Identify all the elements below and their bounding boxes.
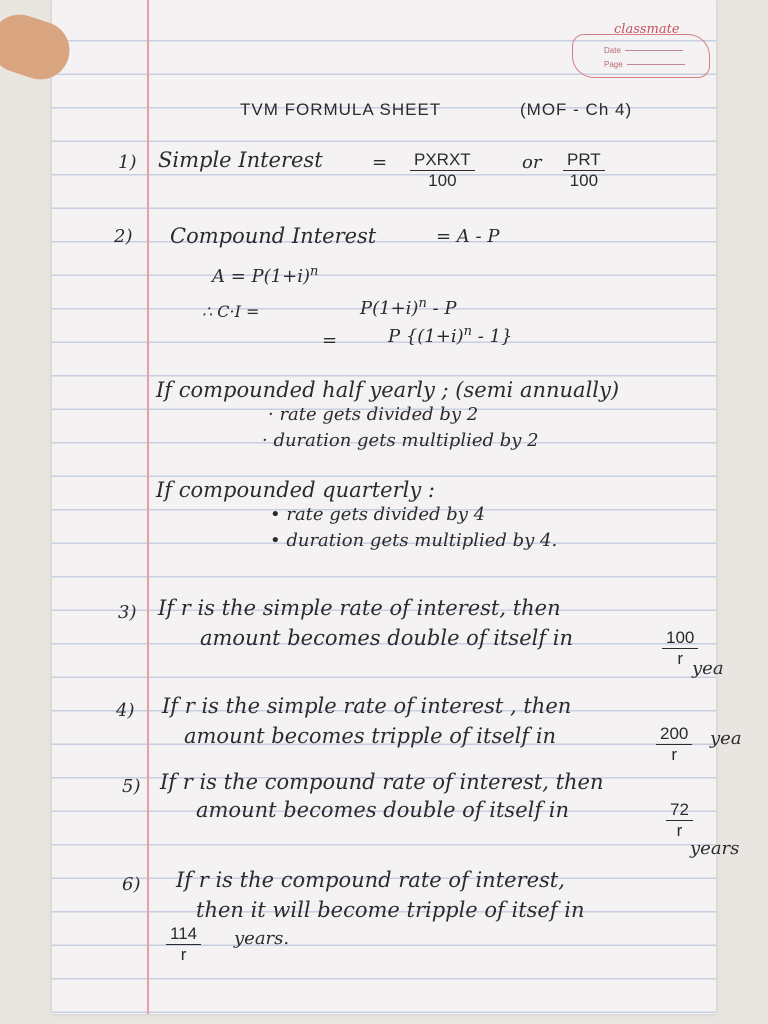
half-yearly-heading: If compounded half yearly ; (semi annually) xyxy=(156,378,620,402)
rule-unit: years. xyxy=(234,928,290,949)
fraction-denominator: 100 xyxy=(428,171,457,190)
compound-interest-label: Compound Interest xyxy=(170,224,377,248)
exponent: n xyxy=(309,264,319,279)
simple-interest-formula-alt xyxy=(563,150,605,191)
page-subtitle: (MOF - Ch 4) xyxy=(520,100,633,119)
margin-line xyxy=(147,0,149,1014)
ci-factored-text: P {(1+i) xyxy=(388,326,464,347)
ci-formula-tail: - P xyxy=(426,298,457,319)
fraction-denominator: r xyxy=(180,945,187,964)
rule-line: amount becomes tripple of itself in xyxy=(184,724,557,748)
rule-line: If r is the compound rate of interest, then xyxy=(160,770,604,794)
ci-formula-factored xyxy=(388,324,512,347)
item-number: 5) xyxy=(122,776,141,797)
page-header-box xyxy=(572,34,710,78)
ci-factored-tail: - 1} xyxy=(472,326,513,347)
simple-interest-formula xyxy=(410,150,475,191)
rule-fraction xyxy=(656,724,692,765)
equals-sign: = xyxy=(322,330,338,351)
fraction-denominator: r xyxy=(677,649,684,668)
half-yearly-rate-note: · rate gets divided by 2 xyxy=(268,404,479,425)
rule-unit: years xyxy=(690,838,740,859)
fraction-numerator: 100 xyxy=(662,628,698,649)
rule-line: If r is the simple rate of interest, then xyxy=(158,596,561,620)
fraction-denominator: r xyxy=(676,821,683,840)
rule-unit: yea xyxy=(692,658,724,679)
fraction-numerator: 72 xyxy=(666,800,693,821)
rule-line: If r is the compound rate of interest, xyxy=(176,868,565,892)
rule-line: then it will become tripple of itsef in xyxy=(196,898,585,922)
page-title: TVM FORMULA SHEET xyxy=(240,100,442,119)
equals-sign: = xyxy=(372,152,388,173)
fraction-numerator: 200 xyxy=(656,724,692,745)
brand-logo: classmate xyxy=(614,22,680,37)
ci-label: ∴ C·I = xyxy=(202,302,260,321)
item-number: 4) xyxy=(116,700,135,721)
rule-line: amount becomes double of itself in xyxy=(200,626,574,650)
fraction-denominator: r xyxy=(671,745,678,764)
amount-formula xyxy=(212,264,318,287)
fraction-numerator: 114 xyxy=(166,924,201,945)
ci-formula xyxy=(360,296,456,319)
rule-line: If r is the simple rate of interest , then xyxy=(162,694,572,718)
quarterly-rate-note: • rate gets divided by 4 xyxy=(270,504,486,525)
simple-interest-label: Simple Interest xyxy=(158,148,323,172)
quarterly-heading: If compounded quarterly : xyxy=(156,478,435,502)
half-yearly-duration-note: · duration gets multiplied by 2 xyxy=(262,430,539,451)
date-label: Date xyxy=(604,46,621,55)
item-number: 1) xyxy=(118,152,137,173)
fraction-numerator: PXRXT xyxy=(410,150,475,171)
item-number: 6) xyxy=(122,874,141,895)
rule-fraction xyxy=(166,924,201,965)
fraction-denominator: 100 xyxy=(569,171,599,190)
compound-interest-eq: = A - P xyxy=(436,226,500,247)
date-field xyxy=(604,46,683,55)
page-field xyxy=(604,60,685,69)
page-label: Page xyxy=(604,60,623,69)
exponent: n xyxy=(463,324,472,339)
rule-line: amount becomes double of itself in xyxy=(196,798,570,822)
item-number: 2) xyxy=(114,226,133,247)
amount-formula-text: A = P(1+i) xyxy=(212,266,310,287)
fraction-numerator: PRT xyxy=(563,150,605,171)
ci-formula-text: P(1+i) xyxy=(360,298,419,319)
item-number: 3) xyxy=(118,602,137,623)
or-text: or xyxy=(522,152,542,173)
rule-fraction xyxy=(666,800,693,841)
rule-unit: yea xyxy=(710,728,742,749)
exponent: n xyxy=(418,296,427,311)
quarterly-duration-note: • duration gets multiplied by 4. xyxy=(270,530,558,551)
